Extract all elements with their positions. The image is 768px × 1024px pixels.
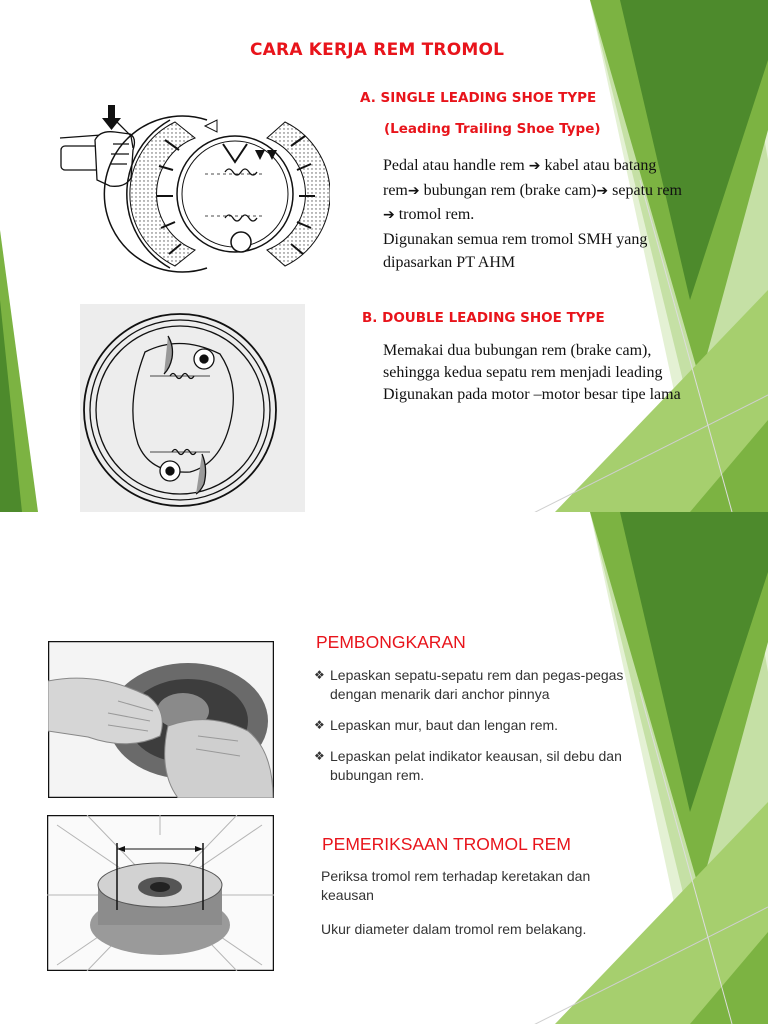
drum-measurement-photo <box>47 815 274 971</box>
section-a-heading: A. SINGLE LEADING SHOE TYPE <box>360 90 597 106</box>
pemeriksaan-paragraph-2: Ukur diameter dalam tromol rem belakang. <box>321 921 587 937</box>
disassembly-photo <box>48 641 274 798</box>
diamond-bullet-icon: ❖ <box>314 668 325 682</box>
pemeriksaan-paragraph-1: Periksa tromol rem terhadap keretakan dan keausan <box>321 868 591 903</box>
diamond-bullet-icon: ❖ <box>314 718 325 732</box>
section-a-subheading: (Leading Trailing Shoe Type) <box>384 121 601 137</box>
list-item: ❖ Lepaskan pelat indikator keausan, sil debu dan bubungan rem. <box>314 748 622 783</box>
text-line: sehingga kedua sepatu rem menjadi leading <box>383 364 663 381</box>
arrow-right-icon: ➔ <box>383 207 395 223</box>
arrow-right-icon: ➔ <box>407 182 420 199</box>
text-line: dipasarkan PT AHM <box>383 254 516 271</box>
text-line: Memakai dua bubungan rem (brake cam), <box>383 342 652 359</box>
arrow-right-icon: ➔ <box>528 158 541 174</box>
brake-drum <box>104 116 330 272</box>
down-arrow-icon <box>102 105 121 130</box>
pemeriksaan-heading: PEMERIKSAAN TROMOL REM <box>322 834 571 854</box>
pembongkaran-heading: PEMBONGKARAN <box>316 632 466 652</box>
pembongkaran-list <box>314 666 714 797</box>
double-leading-shoe-diagram <box>80 304 305 512</box>
slide-title: CARA KERJA REM TROMOL <box>250 40 505 60</box>
text-line: Digunakan pada motor –motor besar tipe lama <box>383 386 681 403</box>
text-line: rem➔ bubungan rem (brake cam)➔ sepatu rem <box>383 181 682 199</box>
diamond-bullet-icon: ❖ <box>314 749 325 763</box>
list-item: ❖ Lepaskan mur, baut dan lengan rem. <box>314 717 559 733</box>
section-b-heading: B. DOUBLE LEADING SHOE TYPE <box>362 310 605 326</box>
single-leading-shoe-diagram <box>55 100 330 280</box>
hand-lever-illustration <box>60 120 134 186</box>
text-line: Digunakan semua rem tromol SMH yang <box>383 230 648 248</box>
arrow-right-icon: ➔ <box>596 182 609 199</box>
list-item: ❖ Lepaskan sepatu-sepatu rem dan pegas-pegas dengan menarik dari anchor pinnya <box>314 667 624 702</box>
text-line: ➔ tromol rem. <box>383 206 475 223</box>
section-a-description <box>383 154 763 275</box>
section-b-description <box>383 340 753 406</box>
text-line: Pedal atau handle rem ➔ kabel atau batang <box>383 157 657 174</box>
slide-2 <box>0 512 768 1024</box>
